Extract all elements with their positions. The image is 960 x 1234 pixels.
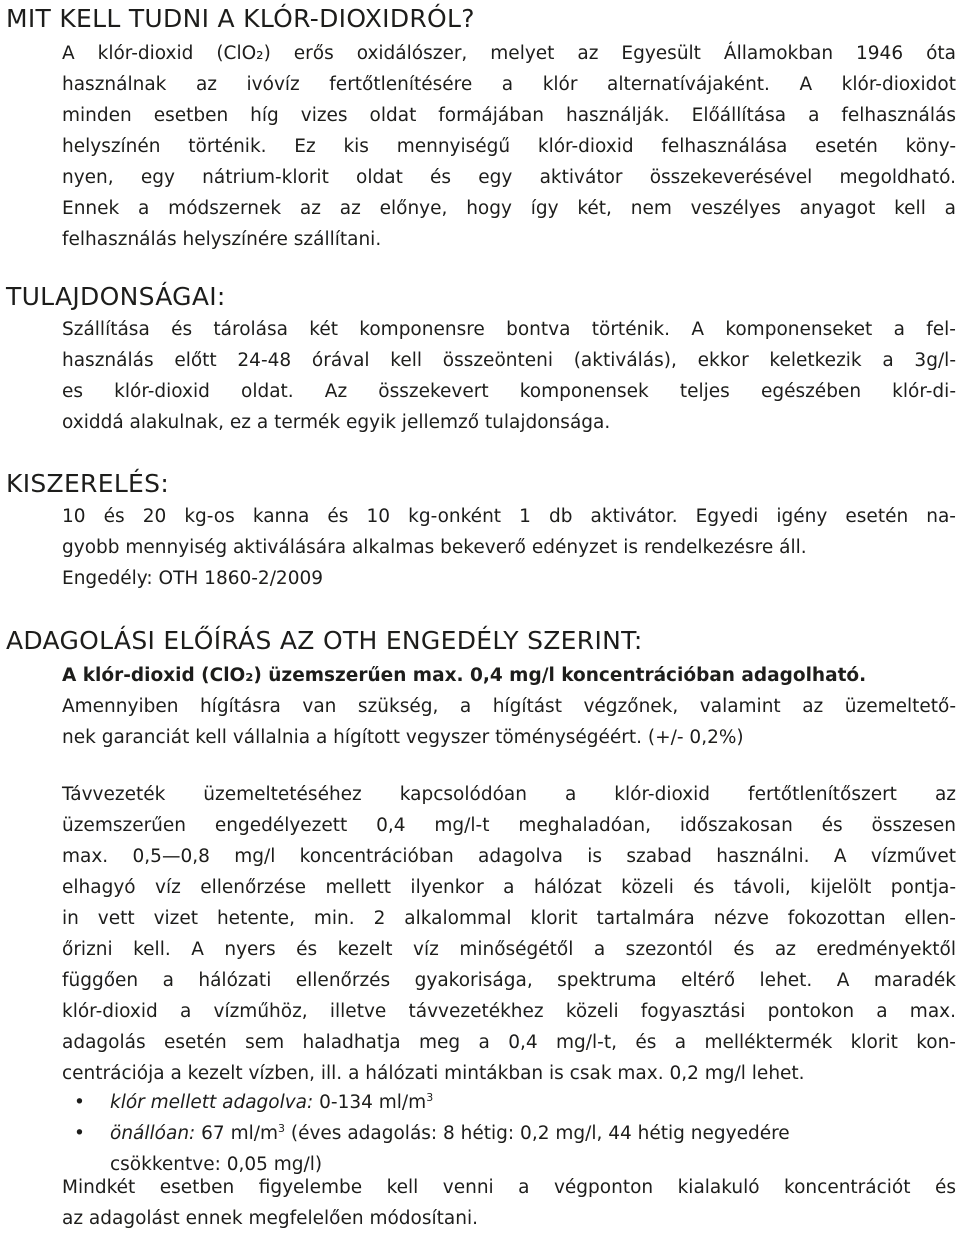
text-line: max. 0,5—0,8 mg/l koncentrációban adagolva is szabad használni. A vízművet bbox=[62, 846, 956, 867]
heading-properties: TULAJDONSÁGAI: bbox=[6, 282, 226, 311]
license-number: Engedély: OTH 1860-2/2009 bbox=[62, 568, 324, 589]
text-line: klór-dioxid a vízműhöz, illetve távvezetékhez közeli fogyasztási pontokon a max. bbox=[62, 1001, 956, 1022]
text-line: minden esetben híg vizes oldat formájában használják. Előállítása a felhasználás bbox=[62, 105, 956, 126]
dosing-limit-bold: A klór-dioxid (ClO₂) üzemszerűen max. 0,4 mg/l koncentrációban adagolható. bbox=[62, 665, 867, 686]
dosing-bullet-list bbox=[62, 1087, 956, 1180]
text-line: helyszínén történik. Ez kis mennyiségű klór-dioxid felhasználása esetén köny- bbox=[62, 136, 956, 157]
text-line: Ennek a módszernek az az előnye, hogy így két, nem veszélyes anyagot kell a bbox=[62, 198, 956, 219]
text-line: üzemszerűen engedélyezett 0,4 mg/l-t meghaladóan, időszakosan és összesen bbox=[62, 815, 956, 836]
intro-paragraph bbox=[62, 38, 956, 255]
dosing-paragraph bbox=[62, 660, 956, 753]
text-line: az adagolást ennek megfelelően módosítani. bbox=[62, 1208, 478, 1229]
text-line: 10 és 20 kg-os kanna és 10 kg-onként 1 db aktivátor. Egyedi igény esetén na- bbox=[62, 506, 956, 527]
bullet-line bbox=[110, 1087, 956, 1118]
bullet-value: 67 ml/m bbox=[195, 1123, 278, 1144]
text-line: adagolás esetén sem haladhatja meg a 0,4 mg/l-t, és a melléktermék klorit kon- bbox=[62, 1032, 956, 1053]
closing-paragraph bbox=[62, 1172, 956, 1234]
text-line: nyen, egy nátrium-klorit oldat és egy aktivátor összekeverésével megoldható. bbox=[62, 167, 956, 188]
text-line: használás előtt 24-48 órával kell összeönteni (aktiválás), ekkor keletkezik a 3g/l- bbox=[62, 350, 956, 371]
text-line: Amennyiben hígításra van szükség, a hígítást végzőnek, valamint az üzemeltető- bbox=[62, 696, 956, 717]
text-line: használnak az ivóvíz fertőtlenítésére a klór alternatívájaként. A klór-dioxidot bbox=[62, 74, 956, 95]
text-line: Szállítása és tárolása két komponensre bontva történik. A komponenseket a fel- bbox=[62, 319, 956, 340]
text-line: függően a hálózati ellenőrzés gyakorisága, spektruma eltérő lehet. A maradék bbox=[62, 970, 956, 991]
bullet-line bbox=[110, 1118, 956, 1149]
heading-packaging: KISZERELÉS: bbox=[6, 469, 170, 498]
text-line: centrációja a kezelt vízben, ill. a hálózati mintákban is csak max. 0,2 mg/l lehet. bbox=[62, 1063, 805, 1084]
bullet-label: önállóan: bbox=[110, 1123, 196, 1144]
text-line: felhasználás helyszínére szállítani. bbox=[62, 229, 382, 250]
text-line: őrizni kell. A nyers és kezelt víz minőségétől a szezontól és az eredményektől bbox=[62, 939, 956, 960]
heading-intro: MIT KELL TUDNI A KLÓR-DIOXIDRÓL? bbox=[6, 4, 475, 33]
text-line: oxiddá alakulnak, ez a termék egyik jellemző tulajdonsága. bbox=[62, 412, 611, 433]
bullet-continuation: csökkentve: 0,05 mg/l) bbox=[110, 1154, 323, 1175]
text-line: gyobb mennyiség aktiválására alkalmas bekeverő edényzet is rendelkezésre áll. bbox=[62, 537, 807, 558]
text-line: elhagyó víz ellenőrzése mellett ilyenkor a hálózat közeli és távoli, kijelölt pontja- bbox=[62, 877, 956, 898]
text-line: nek garanciát kell vállalnia a hígított vegyszer töménységéért. (+/- 0,2%) bbox=[62, 727, 744, 748]
text-line: in vett vizet hetente, min. 2 alkalommal klorit tartalmára nézve fokozottan ellen- bbox=[62, 908, 956, 929]
packaging-paragraph bbox=[62, 501, 956, 594]
pipeline-paragraph bbox=[62, 779, 956, 1089]
text-line: A klór-dioxid (ClO₂) erős oxidálószer, melyet az Egyesült Államokban 1946 óta bbox=[62, 43, 956, 64]
superscript: 3 bbox=[278, 1122, 285, 1135]
bullet-label: klór mellett adagolva: bbox=[110, 1092, 314, 1113]
bullet-rest: (éves adagolás: 8 hétig: 0,2 mg/l, 44 hétig negyedére bbox=[285, 1123, 790, 1144]
text-line: Mindkét esetben figyelembe kell venni a végponton kialakuló koncentrációt és bbox=[62, 1177, 956, 1198]
bullet-item bbox=[62, 1118, 956, 1180]
superscript: 3 bbox=[426, 1091, 434, 1104]
text-line: Távvezeték üzemeltetéséhez kapcsolódóan a klór-dioxid fertőtlenítőszert az bbox=[62, 784, 956, 805]
properties-paragraph bbox=[62, 314, 956, 438]
bullet-value: 0-134 ml/m bbox=[313, 1092, 427, 1113]
text-line: es klór-dioxid oldat. Az összekevert komponensek teljes egészében klór-di- bbox=[62, 381, 956, 402]
bullet-item bbox=[62, 1087, 956, 1118]
heading-dosing: ADAGOLÁSI ELŐÍRÁS AZ OTH ENGEDÉLY SZERINT: bbox=[6, 626, 643, 655]
